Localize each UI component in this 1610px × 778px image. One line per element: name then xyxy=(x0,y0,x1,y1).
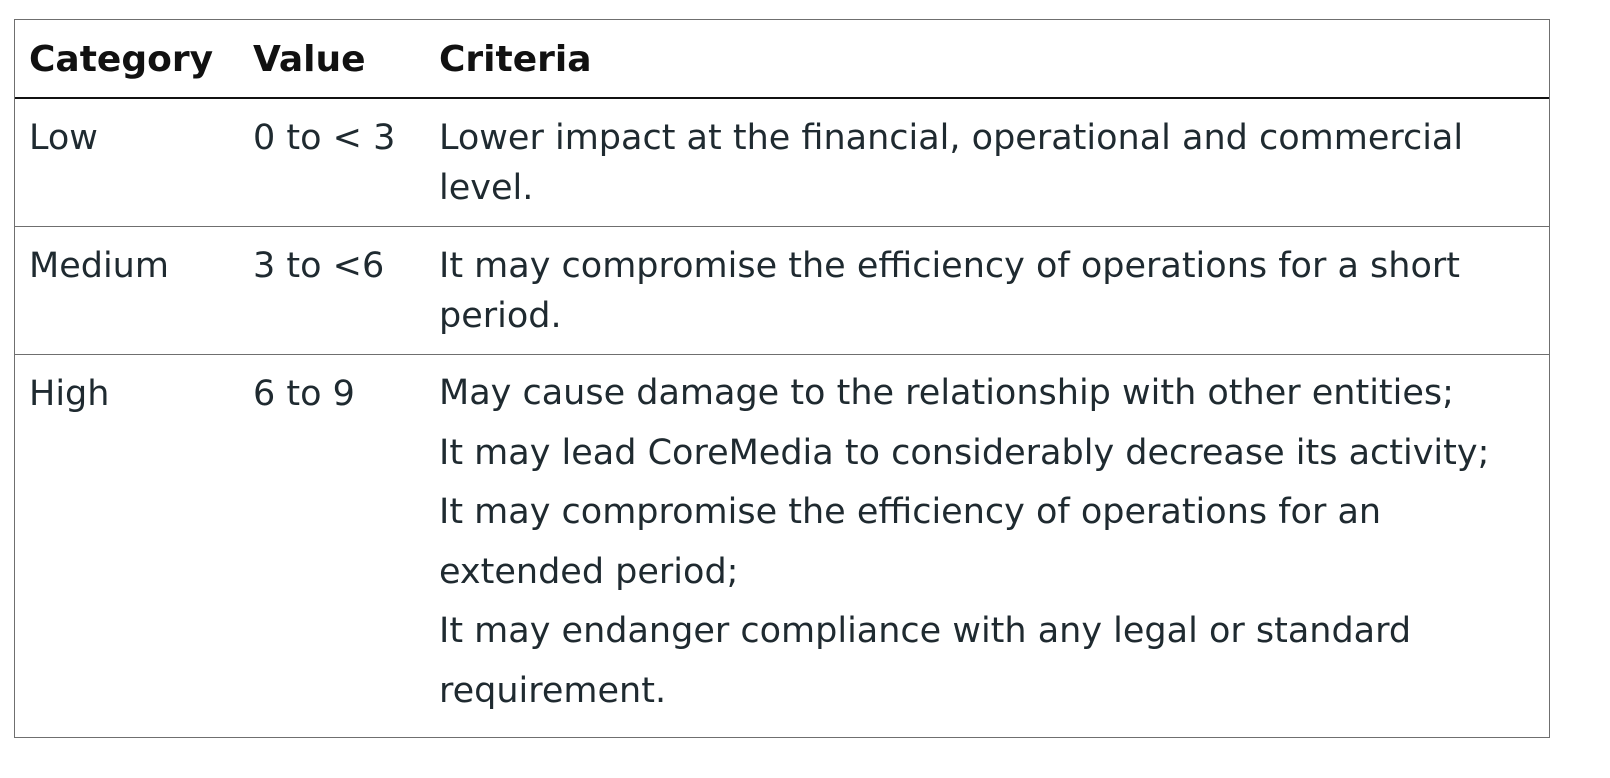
row-category: High xyxy=(29,374,110,414)
row-criteria xyxy=(439,241,1534,341)
table-header-row xyxy=(15,20,1549,99)
row-criteria xyxy=(439,113,1534,213)
table-row-low xyxy=(15,99,1549,227)
header-value: Value xyxy=(253,39,366,80)
criteria-line: May cause damage to the relationship with other entities; xyxy=(439,373,1454,413)
row-value: 6 to 9 xyxy=(253,374,355,414)
criteria-table xyxy=(14,19,1550,738)
criteria-line: It may compromise the efficiency of operations for a short period. xyxy=(439,246,1460,336)
criteria-line: It may endanger compliance with any legal or standard requirement. xyxy=(439,611,1412,711)
row-value: 0 to < 3 xyxy=(253,118,396,158)
table-row-high xyxy=(15,355,1549,737)
table-row-medium xyxy=(15,227,1549,355)
criteria-line: It may compromise the efficiency of operations for an extended period; xyxy=(439,492,1382,592)
header-criteria: Criteria xyxy=(439,39,592,80)
criteria-line: It may lead CoreMedia to considerably decrease its activity; xyxy=(439,432,1490,473)
criteria-line: Lower impact at the financial, operational and commercial level. xyxy=(439,118,1464,208)
row-category: Medium xyxy=(29,246,169,286)
row-criteria xyxy=(439,364,1534,721)
row-category: Low xyxy=(29,118,98,158)
header-category: Category xyxy=(29,39,214,80)
row-value: 3 to <6 xyxy=(253,246,385,286)
